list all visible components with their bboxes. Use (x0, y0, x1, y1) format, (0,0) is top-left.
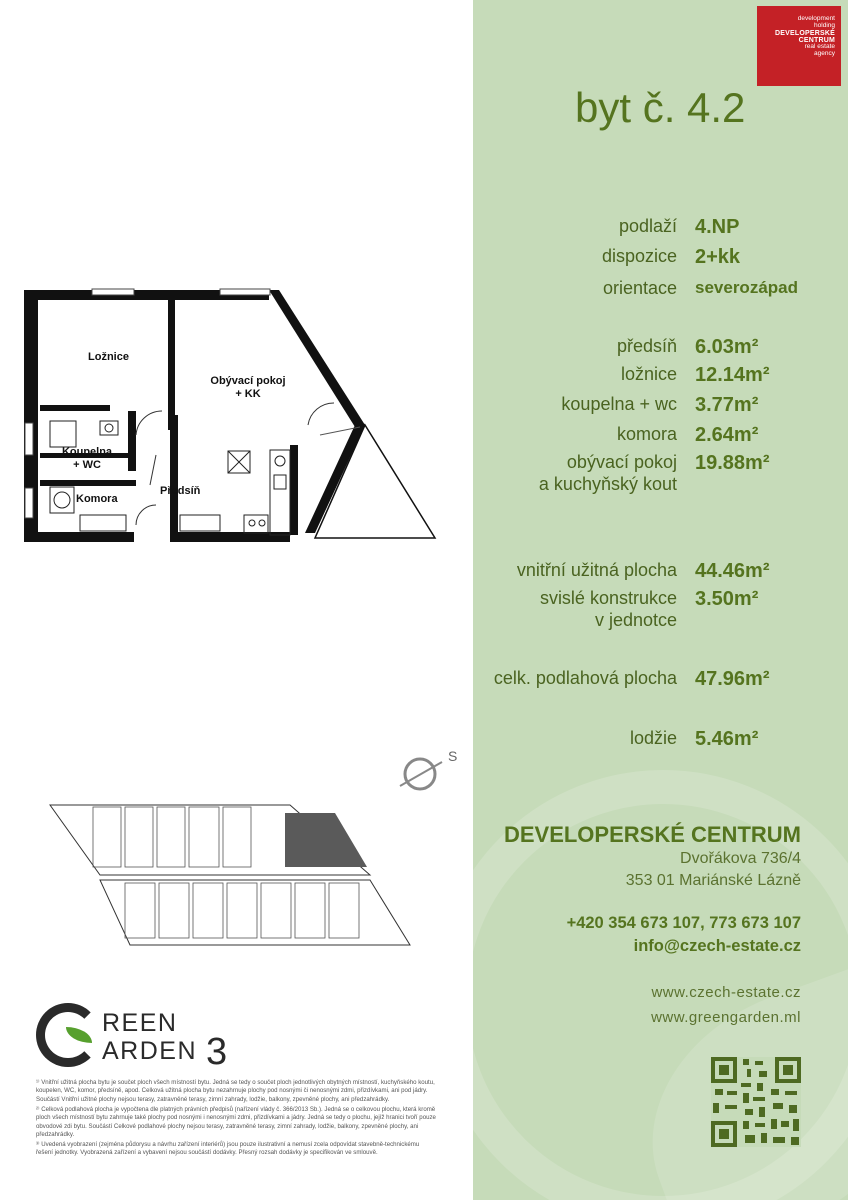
total-row-vertical: svislé konstrukce v jednotce 3.50m² (539, 588, 759, 630)
developer-name: DEVELOPERSKÉ CENTRUM (503, 822, 801, 847)
web-link-czech-estate[interactable]: www.czech-estate.cz (651, 984, 801, 1001)
room-row: předsíň 6.03m² (616, 336, 759, 358)
room-row: ložnice 12.14m² (620, 364, 770, 386)
page-title: byt č. 4.2 (575, 84, 746, 131)
room-label-loznice: Ložnice (88, 351, 129, 363)
site-plan (45, 795, 425, 950)
info-row-dispozice: dispozice 2+kk (601, 246, 741, 268)
developer-phone[interactable]: +420 354 673 107, 773 673 107 (566, 914, 801, 932)
info-row-orientace: orientace severozápad (602, 278, 798, 298)
floor-plan-drawing (20, 275, 440, 550)
floor-plan (20, 275, 440, 550)
info-row-podlazi: podlaží 4.NP (618, 216, 740, 238)
logo-g-mark (36, 1003, 100, 1067)
web-link-greengarden[interactable]: www.greengarden.ml (651, 1009, 801, 1026)
room-row: koupelna + wc 3.77m² (561, 394, 759, 416)
room-label-koupelna: Koupelna + WC (61, 446, 113, 472)
qr-code[interactable] (711, 1057, 801, 1147)
room-label-komora: Komora (76, 493, 118, 505)
developer-email[interactable]: info@czech-estate.cz (633, 937, 801, 955)
footnotes: ¹⁾ Vnitřní užitná plocha bytu je součet ploch všech místností bytu. Jedná se tedy o součet ploch jednotlivých obytných místností, kuchyňského koutu, koupelen, WC, komor, předsíně, apod. Celková užitná plocha bytu nezahrnuje plochy pod nosnými či nenosnými zdmi, přizdívkami, ani pod jádry. Součástí Vnitřní užitné plochy nejsou terasy, zatravněné terasy, zimní zahrady, lodžie, balkony, zpevněné plochy, ani předzahrádky. ²⁾ Celková podlahová plocha je vypočtena dle platných právních předpisů (nařízení vlády č. 366/2013 Sb.). Jedná se o celkovou plochu, která kromě ploch všech místností bytu zahrnuje také plochy pod nosnými i nenosnými zdmi, přizdívkami a jádry. Jedná se tedy o plochu, jejíž hranici tvoří pouze obvodové zdi bytu. Součástí Celkové podlahové plochy nejsou terasy, zatravněné terasy, zimní zahrady, lodžie, balkony, zpevněné plochy, ani předzahrádky. ³⁾ Uvedená vyobrazení (zejména půdorysu a návrhu zařízení interiérů) jsou pouze ilustrativní a nemusí zcela odpovídat stavebně-technickému řešení jednotky. Vyobrazená zařízení a vybavení nejsou součástí dodávky. Přesný rozsah dodávky je specifikován ve smlouvě. (36, 1079, 436, 1157)
total-row-floor: celk. podlahová plocha 47.96m² (493, 668, 770, 690)
room-label-predsin: Předsíň (160, 485, 201, 497)
compass-label: S (448, 748, 458, 764)
developer-city: 353 01 Mariánské Lázně (625, 872, 801, 889)
room-row: obývací pokoj a kuchyňský kout 19.88m² (538, 452, 770, 494)
room-row: komora 2.64m² (616, 424, 759, 446)
total-row-inner: vnitřní užitná plocha 44.46m² (516, 560, 770, 582)
green-garden-logo: REEN ARDEN 3 (36, 1003, 256, 1073)
room-label-obyvaci: Obývací pokoj + KK (210, 375, 286, 401)
developer-logo: development holding DEVELOPERSKÉ CENTRUM real estate agency (757, 6, 841, 86)
developer-street: Dvořákova 736/4 (680, 850, 801, 867)
total-row-loggia: lodžie 5.46m² (629, 728, 759, 750)
